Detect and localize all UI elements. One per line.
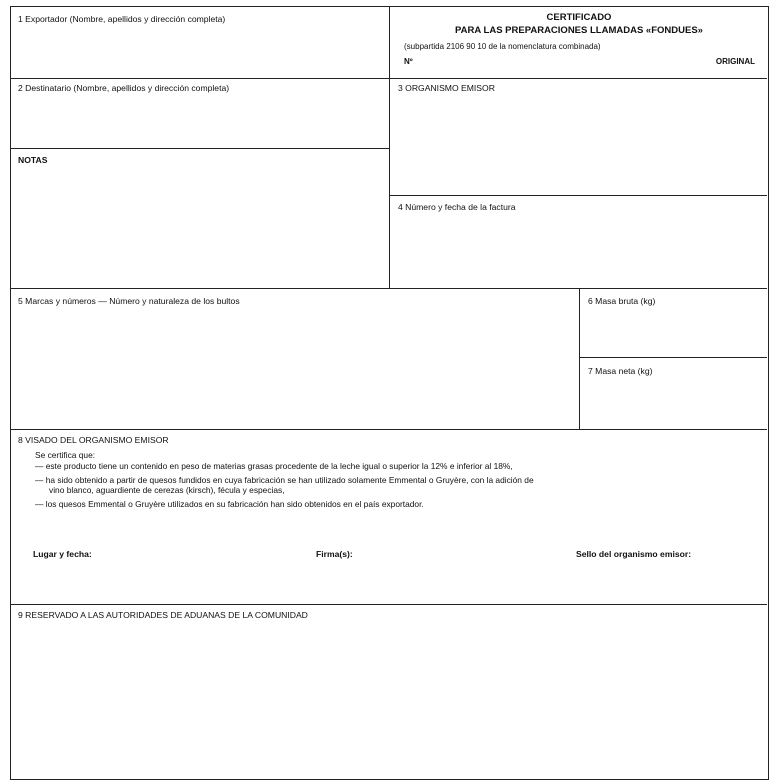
- marcas-label: 5 Marcas y números — Número y naturaleza de los bultos: [18, 296, 240, 306]
- lugar-fecha-label: Lugar y fecha:: [33, 549, 92, 559]
- certificate-form: [10, 6, 769, 780]
- box-factura[interactable]: [389, 195, 767, 288]
- box-masa-neta[interactable]: [579, 357, 767, 429]
- box-visado[interactable]: [11, 429, 767, 604]
- box-masa-bruta[interactable]: [579, 288, 767, 357]
- visado-item-2: — ha sido obtenido a partir de quesos fundidos en cuya fabricación se han utilizado solamente Emmental o Gruyère, con la adición de: [35, 475, 534, 485]
- visado-intro: Se certifica que:: [35, 450, 96, 460]
- number-label: Nº: [404, 57, 413, 66]
- box-exportador[interactable]: [11, 7, 389, 78]
- certificate-subject: PARA LAS PREPARACIONES LLAMADAS «FONDUES»: [455, 25, 703, 36]
- masa-neta-label: 7 Masa neta (kg): [588, 366, 653, 376]
- visado-item-1: — este producto tiene un contenido en peso de materias grasas procedente de la leche igual o superior la 12% e inferior al 18%,: [35, 461, 513, 471]
- original-label: ORIGINAL: [715, 57, 755, 66]
- box-reservado-aduanas[interactable]: [11, 604, 767, 778]
- destinatario-label: 2 Destinatario (Nombre, apellidos y dirección completa): [18, 83, 230, 93]
- factura-label: 4 Número y fecha de la factura: [398, 202, 516, 212]
- box-destinatario[interactable]: [11, 78, 389, 148]
- firma-label: Firma(s):: [316, 549, 353, 559]
- reservado-label: 9 RESERVADO A LAS AUTORIDADES DE ADUANAS DE LA COMUNIDAD: [18, 610, 308, 620]
- visado-item-3: — los quesos Emmental o Gruyère utilizados en su fabricación han sido obtenidos en el país exportador.: [35, 499, 424, 509]
- sello-label: Sello del organismo emisor:: [576, 549, 692, 559]
- certificate-subtitle: (subpartida 2106 90 10 de la nomenclatura combinada): [404, 42, 601, 51]
- box-notas: [11, 148, 389, 288]
- masa-bruta-label: 6 Masa bruta (kg): [588, 296, 656, 306]
- certificate-title: CERTIFICADO: [546, 12, 612, 23]
- organismo-label: 3 ORGANISMO EMISOR: [398, 83, 495, 93]
- box-marcas[interactable]: [11, 288, 579, 429]
- visado-item-2-cont: vino blanco, aguardiente de cerezas (kirsch), fécula y especias,: [49, 485, 285, 495]
- notas-label: NOTAS: [18, 155, 48, 165]
- certificate-header: [389, 7, 767, 78]
- visado-label: 8 VISADO DEL ORGANISMO EMISOR: [18, 435, 169, 445]
- box-organismo-emisor[interactable]: [389, 78, 767, 195]
- exportador-label: 1 Exportador (Nombre, apellidos y dirección completa): [18, 14, 226, 24]
